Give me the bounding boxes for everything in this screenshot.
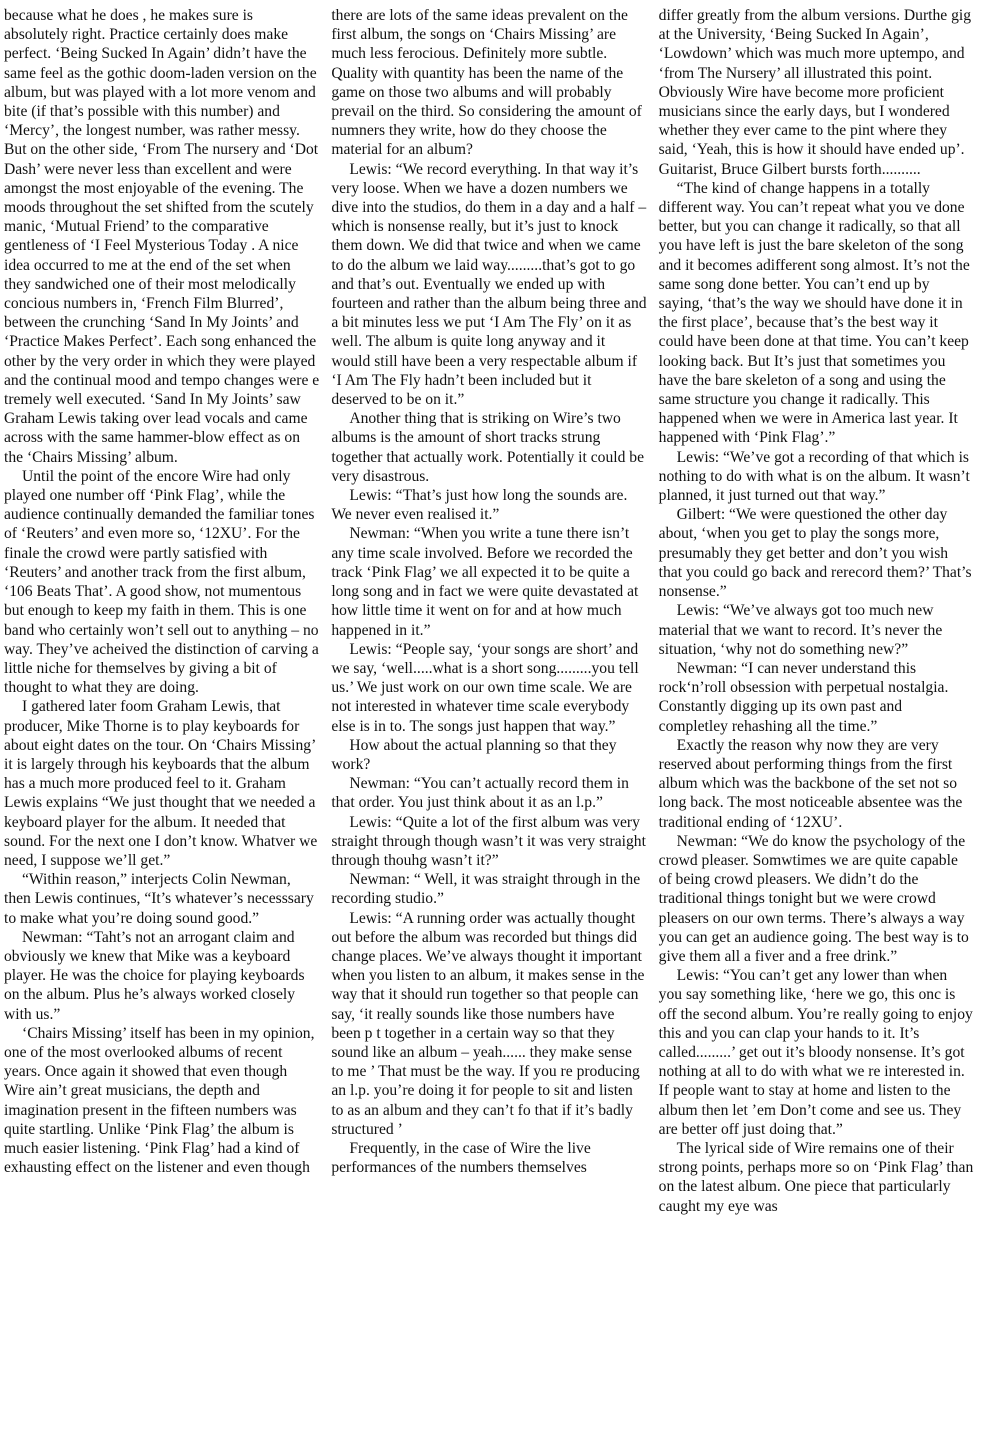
paragraph: How about the actual planning so that they work? xyxy=(331,736,617,773)
paragraph: Lewis: “That’s just how long the sounds are. We never even realised it.” xyxy=(331,487,628,524)
paragraph: Newman: “You can’t actually record them in that order. You just think about it as an l.p.” xyxy=(331,775,629,812)
paragraph: Until the point of the encore Wire had only played one number off ‘Pink Flag’, while the audience continually demanded the familiar tones of ‘Reuters’ and even more so, ‘12XU’. For the finale the crowd were partly satisfied with ‘Reuters’ and another track from the first album, ‘106 Beats That’. A good show, not mumentous but enough to keep my faith in them. This is one band who certainly won’t sell out to anything – no way. They’ve acheived the distinction of carving a little niche for themselves by giving a bit of thought to what they are doing. xyxy=(4,467,319,697)
paragraph: Lewis: “We’ve always got too much new material that we want to record. It’s never the situation, ‘why not do something new?” xyxy=(658,602,943,658)
paragraph: there are lots of the same ideas prevalent on the first album, the songs on ‘Chairs Missing’ are much less ferocious. Definitely more subtle. Quality with quantity has been the name of the game on those two albums and will probably prevail on the third. So considering the amount of numners they write, how do they choose the material for an album? xyxy=(331,7,642,159)
paragraph: Exactly the reason why now they are very reserved about performing things from the first album which was the backbone of the set not so long back. The most noticeable absentee was the traditional ending of ‘12XU’. xyxy=(658,736,963,831)
paragraph: Lewis: “A running order was actually thought out before the album was recorded but things did change places. We’ve always thought it important when you listen to an album, it makes sense in the way that it should run together so that people can say, ‘it really sounds like those numbers have been p t together in a certain way so that they sound like an album – yeah...... they make sense to me ’ That must be the way. If you re producing an l.p. you’re doing it for people to sit and listen to as an album and they can’t fo that if it’s badly structured ’ xyxy=(331,909,645,1138)
paragraph: Lewis: “You can’t get any lower than when you say something like, ‘here we go, this onc is off the second album. You’re really going to enjoy this and you can clap your hands to it. It’s called.........’ get out it’s bloody nonsense. It’s got nothing at all to do with what we re interested in. If people want to stay at home and listen to the album then let ’em Don’t come and see us. They are better off just doing that.” xyxy=(658,967,973,1138)
paragraph: Lewis: “Quite a lot of the first album was very straight through though wasn’t it was very straight through thouhg wasn’t it?” xyxy=(331,813,646,869)
text-column-2 xyxy=(331,6,646,1431)
paragraph: Newman: “When you write a tune there isn’t any time scale involved. Before we recorded the track ‘Pink Flag’ we all expected it to be quite a long song and in fact we were quite devastated at how little time it went on for and at how much happened in it.” xyxy=(331,525,639,639)
paragraph: The lyrical side of Wire remains one of their strong points, perhaps more so on ‘Pink Flag’ than on the latest album. One piece that particularly caught my eye was xyxy=(658,1139,974,1215)
paragraph: Another thing that is striking on Wire’s two albums is the amount of short tracks strung together that actually work. Potentially it could be very disastrous. xyxy=(331,410,644,485)
paragraph: “Within reason,” interjects Colin Newman, then Lewis continues, “It’s whatever’s necesssary to make what you’re doing sound good.” xyxy=(4,871,314,927)
text-column-3 xyxy=(659,6,974,1431)
paragraph: Gilbert: “We were questioned the other day about, ‘when you get to play the songs more, presumably they get better and don’t you wish that you could go back and rerecord them?’ That’s nonsense.” xyxy=(658,506,972,601)
paragraph: Lewis: “We record everything. In that way it’s very loose. When we have a dozen numbers we dive into the studios, do them in a day and a half – which is nonsense really, but it’s just to knock them down. We did that twice and when we came to do the album we laid way.........that’s got to go and that’s out. Eventually we ended up with fourteen and rather than the album being three and a bit minutes less we put ‘I Am The Fly’ on it as well. The album is quite long anyway and it would still have been a very respectable album if ‘I Am The Fly hadn’t been included but it deserved to be on it.” xyxy=(331,160,647,409)
paragraph: “The kind of change happens in a totally different way. You can’t repeat what you ve done better, but you can change it radically, so that all you have left is just the bare skeleton of the song and it becomes adifferent song almost. It’s not the same song done better. You can’t end up by saying, ‘that’s the way we should have done it in the first place’, because that’s the best way it could have been done at that time. You can’t keep looking back. But It’s just that sometimes you have the bare skeleton of a song and using the same structure you change it radically. This happened when we were in America last year. It happened with ‘Pink Flag’.” xyxy=(658,179,970,447)
text-column-1 xyxy=(4,6,319,1431)
paragraph: Lewis: “People say, ‘your songs are short’ and we say, ‘well.....what is a short song.........you tell us.’ We just work on our own time scale. We are not interested in whatever time scale everybody else is in to. The songs just happen that way.” xyxy=(331,640,639,735)
paragraph: Newman: “Taht’s not an arrogant claim and obviously we knew that Mike was a keyboard player. He was the choice for playing keyboards on the album. Plus he’s always worked closely with us.” xyxy=(4,928,305,1023)
paragraph: I gathered later foom Graham Lewis, that producer, Mike Thorne is to play keyboards for about eight dates on the tour. On ‘Chairs Missing’ it is largely through his keyboards that the album has a much more produced feel to it. Graham Lewis explains “We just thought that we needed a keyboard player for the album. It needed that sound. For the next one I don’t know. Whatver we need, I suppose we’ll get.” xyxy=(4,698,318,869)
paragraph: Frequently, in the case of Wire the live performances of the numbers themselves xyxy=(331,1139,591,1177)
paragraph: ‘Chairs Missing’ itself has been in my opinion, one of the most overlooked albums of recent years. Once again it showed that even though Wire ain’t great musicians, the depth and imagination present in the fifteen numbers was quite startling. Unlike ‘Pink Flag’ the album is much easier listening. ‘Pink Flag’ had a kind of exhausting effect on the listener and even though xyxy=(4,1024,315,1177)
paragraph: because what he does , he makes sure is absolutely right. Practice certainly does make perfect. ‘Being Sucked In Again’ didn’t have the same feel as the gothic doom-laden version on the album, but was played with a lot more venom and bite (if that’s possible with this number) and ‘Mercy’, the longest number, was rather messy. But on the other side, ‘From The nursery and ‘Dot Dash’ were never less than excellent and were amongst the most enjoyable of the evening. The moods throughout the set shifted from the scutely manic, ‘Mutual Friend’ to the comparative gentleness of ‘I Feel Mysterious Today . A nice idea occurred to me at the end of the set when they sandwiched one of their most melodically concious numbers in, ‘French Film Blurred’, between the crunching ‘Sand In My Joints’ and ‘Practice Makes Perfect’. Each song enhanced the other by the very order in which they were played and the continual mood and tempo changes were e tremely well executed. ‘Sand In My Joints’ saw Graham Lewis taking over lead vocals and came across with the same hammer-blow effect as on the ‘Chairs Missing’ album. xyxy=(4,7,320,466)
paragraph: Newman: “I can never understand this rock‘n’roll obsession with perpetual nostalgia. Constantly digging up its own past and completley rehashing all the time.” xyxy=(658,659,949,735)
paragraph: differ greatly from the album versions. Durthe gig at the University, ‘Being Sucked In Again’, ‘Lowdown’ which was much more uptempo, and ‘from The Nursery’ all illustrated this point. Obviously Wire have become more proficient musicians since the early days, but I wondered whether they ever came to the pint where they said, ‘Yeah, this is how it should have ended up’. Guitarist, Bruce Gilbert bursts forth.......... xyxy=(658,7,972,178)
paragraph: Newman: “ Well, it was straight through in the recording studio.” xyxy=(331,871,641,908)
paragraph: Newman: “We do know the psychology of the crowd pleaser. Somwtimes we are quite capable of being crowd pleasers. We didn’t do the traditional things tonight but we were crowd pleasers on our own terms. There’s always a way you can get an audience going. The best way is to give them all a fiver and a free drink.” xyxy=(658,832,969,965)
paragraph: Lewis: “We’ve got a recording of that which is nothing to do with what is on the album. It wasn’t planned, it just turned out that way.” xyxy=(658,448,970,505)
